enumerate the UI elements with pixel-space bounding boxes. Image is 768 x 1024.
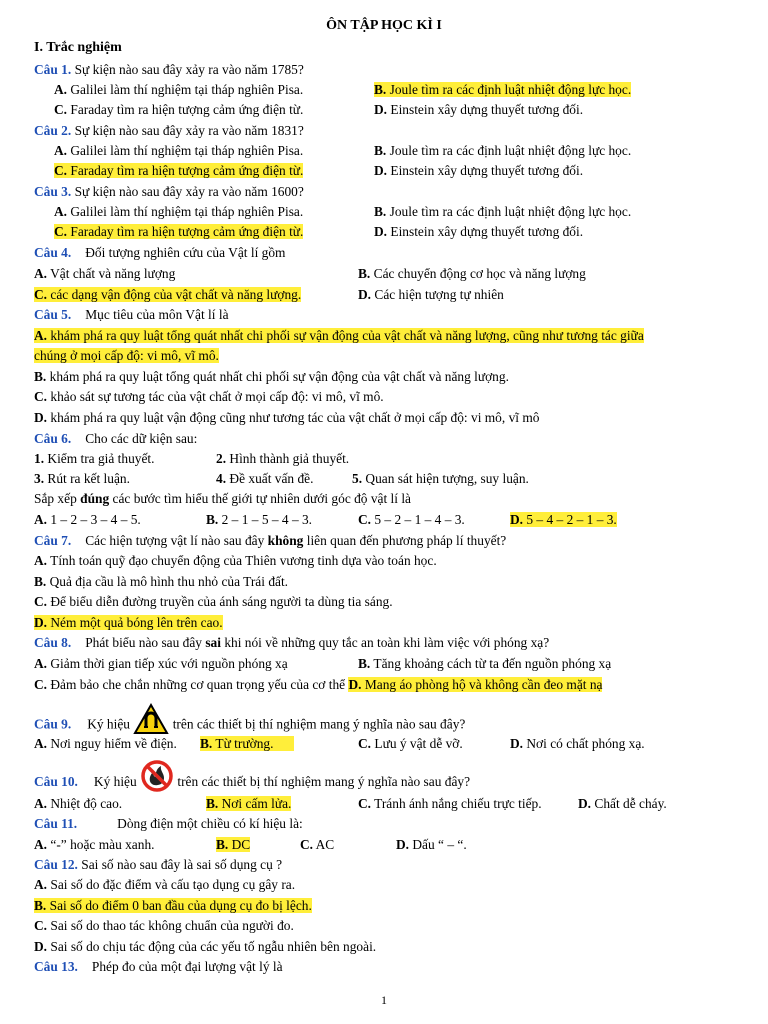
q5-option-a-cont: chúng ở mọi cấp độ: vi mô, vĩ mô. <box>34 348 219 363</box>
question-11: Câu 11. Dòng điện một chiều có kí hiệu là: <box>34 816 303 831</box>
question-2: Câu 2. Sự kiện nào sau đây xảy ra vào năm 1831? <box>34 123 304 138</box>
q7-option-c: C. Để biểu diễn đường truyền của ánh sáng người ta dùng tia sáng. <box>34 594 393 609</box>
q8-option-a: A. Giảm thời gian tiếp xúc với nguồn phóng xạ <box>34 656 288 671</box>
question-3: Câu 3. Sự kiện nào sau đây xảy ra vào năm 1600? <box>34 184 304 199</box>
q4-option-c: C. các dạng vận động của vật chất và năng lượng. <box>34 287 302 302</box>
q4-option-a: A. Vật chất và năng lượng <box>34 266 176 281</box>
q3-option-d: D. Einstein xây dựng thuyết tương đối. <box>374 224 584 239</box>
no-fire-icon <box>140 759 174 807</box>
q6-stem: Sắp xếp đúng các bước tìm hiểu thế giới tự nhiên dưới góc độ vật lí là <box>34 491 412 506</box>
q12-option-b: B. Sai số do điểm 0 ban đầu của dụng cụ đo bị lệch. <box>34 898 312 913</box>
q2-option-a: A. Galilei làm thí nghiệm tại tháp nghiên Pisa. <box>54 143 304 158</box>
q7-option-b: B. Quả địa cầu là mô hình thu nhỏ của Trái đất. <box>34 574 289 589</box>
document-title: ÔN TẬP HỌC KÌ I <box>326 18 442 33</box>
q6-step-5: 5. Quan sát hiện tượng, suy luận. <box>352 471 529 486</box>
q12-option-a: A. Sai số do đặc điểm và cấu tạo dụng cụ gây ra. <box>34 877 296 892</box>
q4-option-d: D. Các hiện tượng tự nhiên <box>358 287 504 302</box>
q1-option-d: D. Einstein xây dựng thuyết tương đối. <box>374 102 584 117</box>
q5-option-a: A. khám phá ra quy luật tổng quát nhất chi phối sự vận động của vật chất và năng lượng, cũng như tương tác giữa <box>34 328 644 343</box>
q3-option-c: C. Faraday tìm ra hiện tượng cảm ứng điện từ. <box>54 224 304 239</box>
q8-option-c: C. Đảm bảo che chắn những cơ quan trọng yếu của cơ thể D. Mang áo phòng hộ và không cần đeo mặt nạ <box>34 677 603 692</box>
q12-option-c: C. Sai số do thao tác không chuẩn của người đo. <box>34 918 294 933</box>
q6-step-3: 3. Rút ra kết luận. <box>34 471 130 486</box>
q9-option-c: C. Lưu ý vật dễ vỡ. <box>358 736 463 751</box>
q9-option-a: A. Nơi nguy hiểm về điện. <box>34 736 177 751</box>
question-9: Câu 9. Ký hiệu trên các thiết bị thí nghiệm mang ý nghĩa nào sau đây? <box>34 703 465 748</box>
q7-option-d: D. Ném một quả bóng lên trên cao. <box>34 615 223 630</box>
q12-option-d: D. Sai số do chịu tác động của các yếu tố ngẫu nhiên bên ngoài. <box>34 939 377 954</box>
q1-option-c: C. Faraday tìm ra hiện tượng cảm ứng điện từ. <box>54 102 304 117</box>
question-13: Câu 13. Phép đo của một đại lượng vật lý là <box>34 959 283 974</box>
question-6: Câu 6. Cho các dữ kiện sau: <box>34 431 198 446</box>
q6-option-c: C. 5 – 2 – 1 – 4 – 3. <box>358 512 465 527</box>
q5-option-d: D. khám phá ra quy luật vận động cũng như tương tác của vật chất ở mọi cấp độ: vi mô, vĩ mô <box>34 410 540 425</box>
q6-option-d: D. 5 – 4 – 2 – 1 – 3. <box>510 512 617 527</box>
q11-option-b: B. DC <box>216 837 251 852</box>
q10-option-b: B. Nơi cấm lửa. <box>206 796 292 811</box>
q8-option-b: B. Tăng khoảng cách từ ta đến nguồn phóng xạ <box>358 656 612 671</box>
q5-option-b: B. khám phá ra quy luật tổng quát nhất chi phối sự vận động của vật chất và năng lượng. <box>34 369 509 384</box>
q10-option-a: A. Nhiệt độ cao. <box>34 796 123 811</box>
q11-option-a: A. “-” hoặc màu xanh. <box>34 837 155 852</box>
q4-option-b: B. Các chuyển động cơ học và năng lượng <box>358 266 586 281</box>
q3-option-b: B. Joule tìm ra các định luật nhiệt động lực học. <box>374 204 632 219</box>
q11-option-c: C. AC <box>300 837 335 852</box>
question-1: Câu 1. Sự kiện nào sau đây xảy ra vào năm 1785? <box>34 62 304 77</box>
question-7: Câu 7. Các hiện tượng vật lí nào sau đây không liên quan đến phương pháp lí thuyết? <box>34 533 507 548</box>
q2-option-d: D. Einstein xây dựng thuyết tương đối. <box>374 163 584 178</box>
page-number: 1 <box>381 993 387 1007</box>
section-heading: I. Trắc nghiệm <box>34 40 122 55</box>
question-5: Câu 5. Mục tiêu của môn Vật lí là <box>34 307 229 322</box>
q2-option-b: B. Joule tìm ra các định luật nhiệt động lực học. <box>374 143 632 158</box>
q1-option-b: B. Joule tìm ra các định luật nhiệt động lực học. <box>374 82 632 97</box>
question-12: Câu 12. Sai số nào sau đây là sai số dụng cụ ? <box>34 857 283 872</box>
q9-option-b: B. Từ trường. <box>200 736 294 751</box>
q6-step-4: 4. Đề xuất vấn đề. <box>216 471 314 486</box>
q10-option-d: D. Chất dễ cháy. <box>578 796 667 811</box>
q1-option-a: A. Galilei làm thí nghiệm tại tháp nghiên Pisa. <box>54 82 304 97</box>
question-10: Câu 10. Ký hiệu trên các thiết bị thí nghiệm mang ý nghĩa nào sau đây? <box>34 759 470 807</box>
question-4: Câu 4. Đối tượng nghiên cứu của Vật lí gồm <box>34 245 286 260</box>
q9-option-d: D. Nơi có chất phóng xạ. <box>510 736 645 751</box>
q7-option-a: A. Tính toán quỹ đạo chuyển động của Thiên vương tinh dựa vào toán học. <box>34 553 437 568</box>
q11-option-d: D. Dấu “ – “. <box>396 837 467 852</box>
q3-option-a: A. Galilei làm thí nghiệm tại tháp nghiên Pisa. <box>54 204 304 219</box>
q5-option-c: C. khảo sát sự tương tác của vật chất ở mọi cấp độ: vi mô, vĩ mô. <box>34 389 384 404</box>
q6-option-a: A. 1 – 2 – 3 – 4 – 5. <box>34 512 141 527</box>
question-8: Câu 8. Phát biểu nào sau đây sai khi nói về những quy tắc an toàn khi làm việc với phóng xạ? <box>34 635 550 650</box>
q6-option-b: B. 2 – 1 – 5 – 4 – 3. <box>206 512 313 527</box>
q6-step-1: 1. Kiểm tra giả thuyết. <box>34 451 155 466</box>
q2-option-c: C. Faraday tìm ra hiện tượng cảm ứng điện từ. <box>54 163 304 178</box>
q10-option-c: C. Tránh ánh nắng chiếu trực tiếp. <box>358 796 542 811</box>
q6-step-2: 2. Hình thành giả thuyết. <box>216 451 350 466</box>
